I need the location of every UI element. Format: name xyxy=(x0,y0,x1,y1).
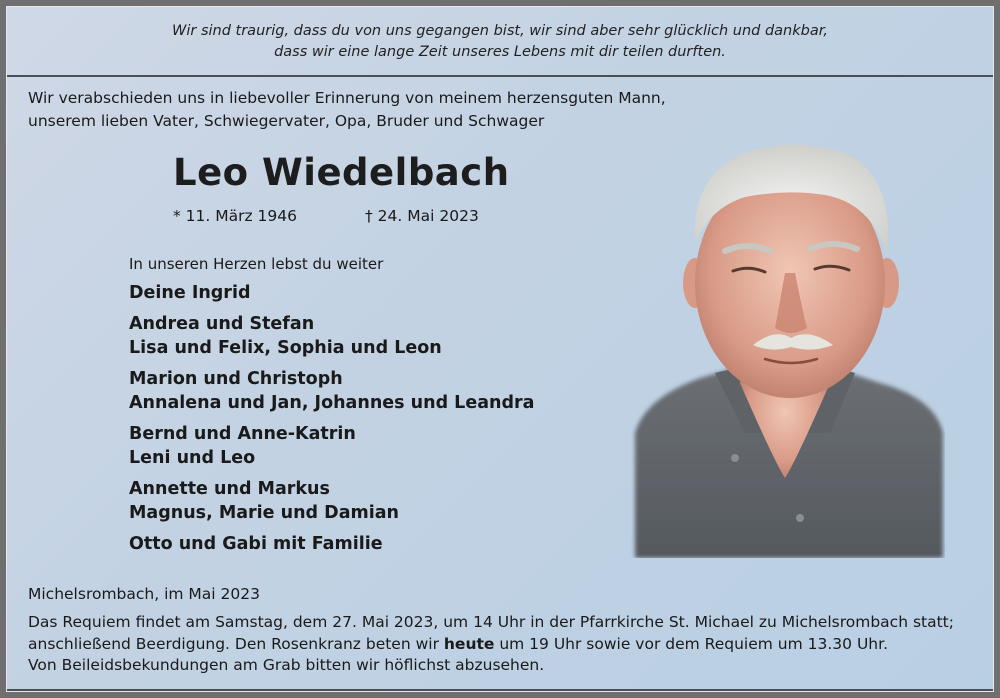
family-line: Lisa und Felix, Sophia und Leon xyxy=(129,338,442,358)
family-line: Annette und Markus xyxy=(129,478,330,499)
funeral-notice xyxy=(28,612,954,677)
deceased-name: Leo Wiedelbach xyxy=(173,151,510,194)
notice-line xyxy=(28,634,954,656)
quote-line: Wir sind traurig, dass du von uns gegangen bist, wir sind aber sehr glücklich und dankbar, xyxy=(172,23,828,39)
quote-line: dass wir eine lange Zeit unseres Lebens mit dir teilen durften. xyxy=(274,44,726,60)
memorial-quote xyxy=(6,21,994,63)
family-list xyxy=(129,281,534,562)
family-line: Annalena und Jan, Johannes und Leandra xyxy=(129,393,535,413)
family-line: Deine Ingrid xyxy=(129,283,251,303)
notice-line: Das Requiem findet am Samstag, dem 27. Mai 2023, um 14 Uhr in der Pfarrkirche St. Michael zu Michelsrombach statt; xyxy=(28,613,954,631)
family-line: Otto und Gabi mit Familie xyxy=(129,533,383,554)
notice-emphasis: heute xyxy=(443,634,495,653)
family-line: Magnus, Marie und Damian xyxy=(129,503,400,523)
family-line: Marion und Christoph xyxy=(129,368,343,389)
birth-date: * 11. März 1946 xyxy=(173,207,298,225)
intro-line: Wir verabschieden uns in liebevoller Erinnerung von meinem herzensguten Mann, xyxy=(28,89,666,107)
family-group xyxy=(129,477,534,526)
family-group xyxy=(129,532,534,557)
family-line: Bernd und Anne-Katrin xyxy=(129,423,356,444)
notice-text: anschließend Beerdigung. Den Rosenkranz beten wir xyxy=(28,634,444,653)
family-line: Andrea und Stefan xyxy=(129,313,315,334)
family-line: Leni und Leo xyxy=(129,448,256,468)
top-divider xyxy=(7,75,993,77)
family-group xyxy=(129,367,534,416)
intro-text xyxy=(28,87,666,133)
death-date: † 24. Mai 2023 xyxy=(365,207,479,225)
obituary-card xyxy=(6,6,994,692)
family-group xyxy=(129,422,534,471)
place-and-date: Michelsrombach, im Mai 2023 xyxy=(28,585,260,603)
family-group xyxy=(129,281,534,306)
notice-text: um 19 Uhr sowie vor dem Requiem um 13.30 Uhr. xyxy=(494,634,888,653)
remembrance-line: In unseren Herzen lebst du weiter xyxy=(129,255,384,273)
bottom-divider xyxy=(7,689,993,691)
intro-line: unserem lieben Vater, Schwiegervater, Opa, Bruder und Schwager xyxy=(28,112,545,130)
family-group xyxy=(129,312,534,361)
notice-line: Von Beileidsbekundungen am Grab bitten wir höflichst abzusehen. xyxy=(28,656,545,674)
portrait-photo xyxy=(625,133,945,558)
